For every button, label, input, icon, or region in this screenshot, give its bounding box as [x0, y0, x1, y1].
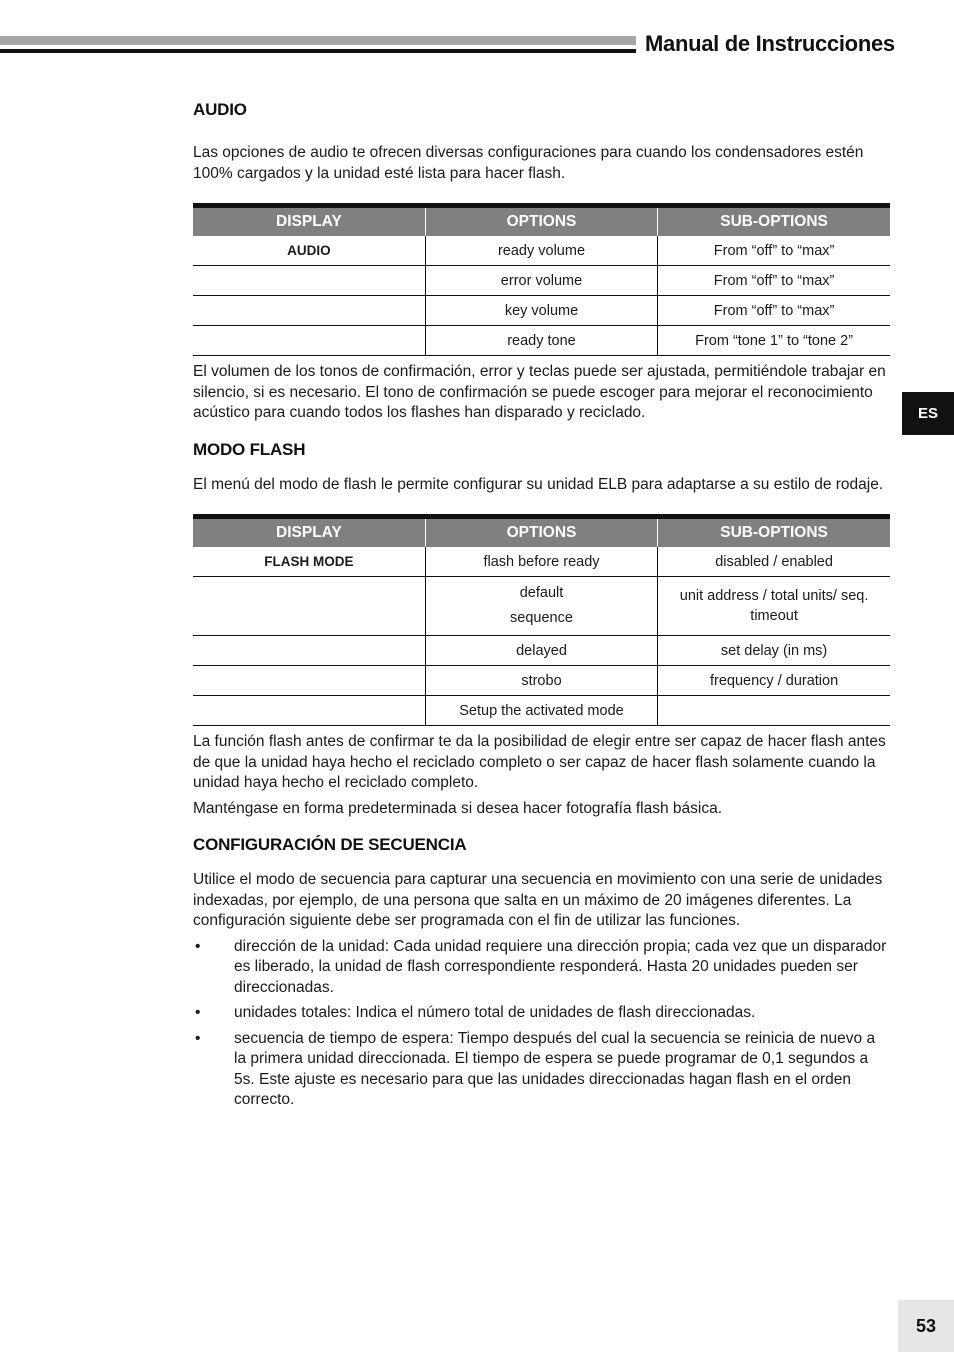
col-header-sub-options: SUB-OPTIONS: [658, 517, 890, 548]
language-tab: ES: [902, 392, 954, 435]
col-header-options: OPTIONS: [425, 517, 657, 548]
page-header-title: Manual de Instrucciones: [645, 31, 895, 56]
sequence-bullet-list: [193, 937, 890, 1111]
table-row: [193, 296, 890, 326]
page-content: [193, 100, 890, 1111]
cell-option: ready tone: [425, 326, 657, 356]
cell-sub-option: set delay (in ms): [658, 636, 890, 666]
flash-default-note: Manténgase en forma predeterminada si desea hacer fotografía flash básica.: [193, 799, 723, 817]
flash-intro: El menú del modo de flash le permite configurar su unidad ELB para adaptarse a su estilo de rodaje.: [193, 475, 884, 493]
list-item: • unidades totales: Indica el número total de unidades de flash direccionadas.: [193, 1003, 890, 1024]
header-rule-gray: [0, 36, 636, 45]
table-row: [193, 326, 890, 356]
table-row: [193, 636, 890, 666]
cell-sub-option: disabled / enabled: [658, 547, 890, 577]
cell-display: [193, 326, 425, 356]
cell-display: [193, 696, 425, 726]
cell-option: ready volume: [425, 236, 657, 266]
audio-intro: Las opciones de audio te ofrecen diversas configuraciones para cuando los condensadores estén 100% cargados y la unidad esté lista para hacer flash.: [193, 144, 864, 182]
cell-display: AUDIO: [193, 236, 425, 266]
col-header-display: DISPLAY: [193, 206, 425, 237]
table-row: [193, 696, 890, 726]
cell-option: flash before ready: [425, 547, 657, 577]
section-heading-flash-mode: MODO FLASH: [193, 439, 306, 459]
cell-option: delayed: [425, 636, 657, 666]
cell-option: Setup the activated mode: [425, 696, 657, 726]
option-sequence: sequence: [510, 610, 573, 626]
cell-sub-option: From “off” to “max”: [658, 236, 890, 266]
cell-display: [193, 636, 425, 666]
col-header-display: DISPLAY: [193, 517, 425, 548]
cell-display: [193, 266, 425, 296]
cell-display: [193, 666, 425, 696]
section-heading-audio: AUDIO: [193, 100, 247, 119]
cell-option: [425, 577, 657, 636]
section-heading-sequence: CONFIGURACIÓN DE SECUENCIA: [193, 835, 467, 854]
table-row: [193, 266, 890, 296]
cell-option: error volume: [425, 266, 657, 296]
audio-description: El volumen de los tonos de confirmación, error y teclas puede ser ajustada, permitiéndole trabajar en silencio, si es necesario. El tono de confirmación se puede escoger para mejorar el reconocimiento acústico para cuando todos los flashes han disparado y reciclado.: [193, 363, 886, 421]
option-default: default: [519, 585, 564, 601]
sequence-intro: Utilice el modo de secuencia para capturar una secuencia en movimiento con una serie de unidades indexadas, por ejemplo, de una persona que salta en un máximo de 20 imágenes diferentes. La configuración siguiente debe ser programada con el fin de utilizar las funciones.: [193, 871, 883, 929]
col-header-sub-options: SUB-OPTIONS: [658, 206, 890, 237]
table-row: [193, 236, 890, 266]
cell-sub-option: unit address / total units/ seq. timeout: [658, 577, 890, 636]
cell-sub-option: frequency / duration: [658, 666, 890, 696]
flash-description: La función flash antes de confirmar te da la posibilidad de elegir entre ser capaz de hacer flash antes de que la unidad haya hecho el reciclado completo o ser capaz de hacer flash solamente cuando la unidad haya hecho el reciclado completo.: [193, 733, 886, 791]
table-header-row: [193, 206, 890, 237]
flash-mode-table: [193, 514, 890, 726]
cell-display: [193, 577, 425, 636]
header-rule-black: [0, 49, 636, 53]
page-number: 53: [898, 1300, 954, 1352]
list-item: • dirección de la unidad: Cada unidad requiere una dirección propia; cada vez que un disparador es liberado, la unidad de flash correspondiente responderá. Hasta 20 unidades pueden ser direccionadas.: [193, 937, 890, 999]
cell-sub-option: [658, 696, 890, 726]
table-row: [193, 666, 890, 696]
audio-table: [193, 203, 890, 356]
col-header-options: OPTIONS: [425, 206, 657, 237]
cell-option: strobo: [425, 666, 657, 696]
cell-sub-option: From “off” to “max”: [658, 266, 890, 296]
table-row: [193, 547, 890, 577]
list-item: • secuencia de tiempo de espera: Tiempo después del cual la secuencia se reinicia de nuevo a la primera unidad direccionada. El tiempo de espera se puede programar de 0,1 segundos a 5s. Este ajuste es necesario para que las unidades direccionadas hagan flash en el orden correcto.: [193, 1029, 890, 1111]
table-header-row: [193, 517, 890, 548]
cell-display: [193, 296, 425, 326]
cell-sub-option: From “off” to “max”: [658, 296, 890, 326]
cell-display: FLASH MODE: [193, 547, 425, 577]
cell-sub-option: From “tone 1” to “tone 2”: [658, 326, 890, 356]
table-row: [193, 577, 890, 636]
cell-option: key volume: [425, 296, 657, 326]
